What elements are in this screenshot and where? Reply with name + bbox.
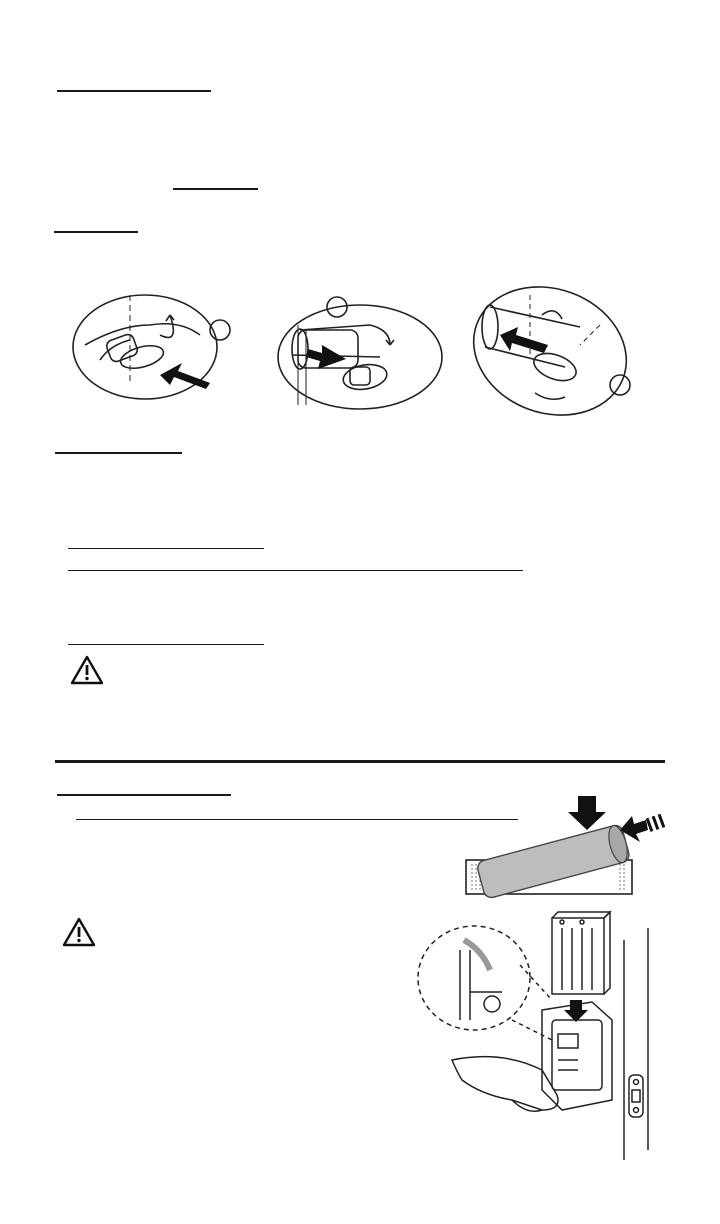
step-2-arrow — [306, 345, 346, 369]
inline-rule-1 — [173, 188, 258, 190]
heading-rule-2 — [54, 231, 138, 233]
key-steps-figure — [60, 285, 650, 425]
lock-battery-figure — [412, 910, 667, 1165]
sub-rule-4 — [76, 819, 518, 820]
section-divider — [55, 760, 665, 763]
sub-rule-2 — [68, 570, 523, 571]
step-3-oval — [455, 285, 644, 425]
heading-rule-4 — [57, 794, 231, 796]
warning-triangle-icon — [62, 917, 96, 947]
step-1-arrow — [160, 363, 210, 389]
zoom-oval — [418, 926, 530, 1030]
battery-insert-figure — [460, 790, 665, 902]
sub-rule-1 — [68, 548, 264, 549]
down-arrow — [568, 796, 606, 830]
step-3-arrow — [500, 327, 548, 353]
heading-rule-1 — [57, 90, 211, 92]
sub-rule-3 — [68, 644, 264, 645]
warning-triangle-icon — [70, 655, 104, 685]
heading-rule-3 — [55, 452, 182, 454]
